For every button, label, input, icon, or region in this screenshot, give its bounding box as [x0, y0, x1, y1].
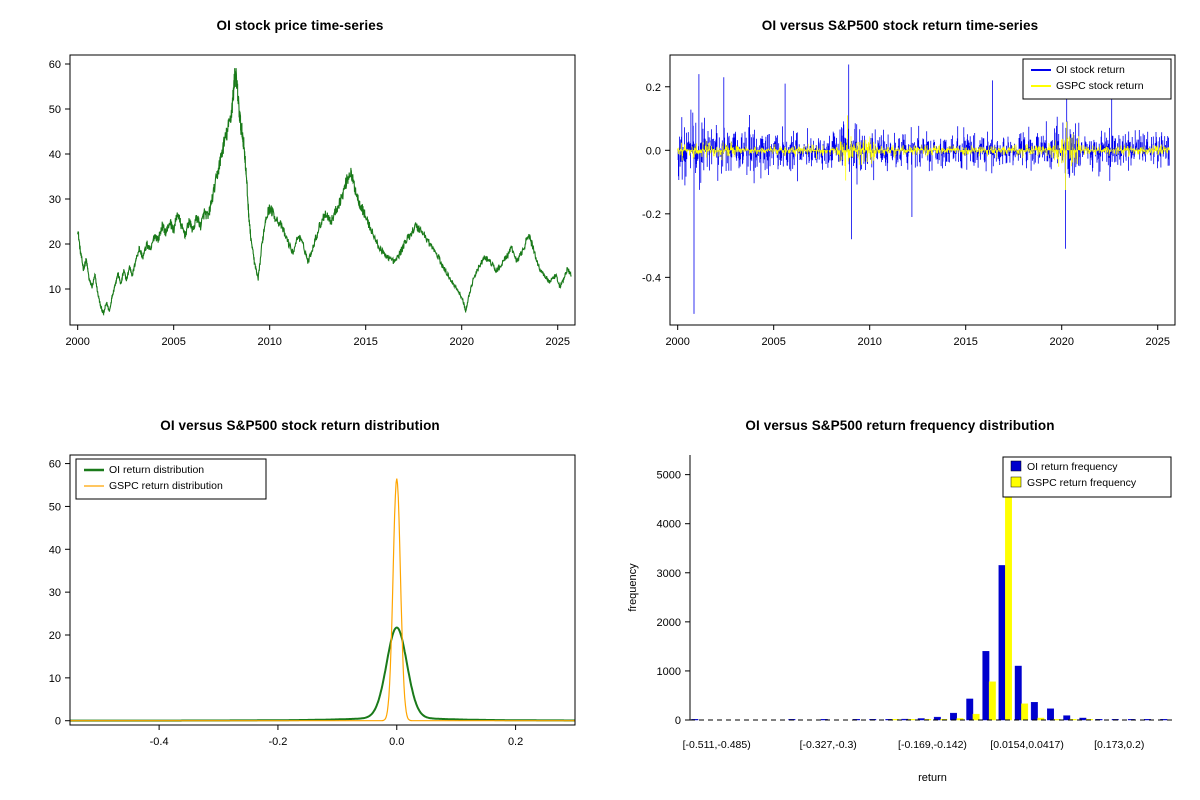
price-plot	[0, 0, 600, 400]
x-tick-label: 0.2	[507, 736, 524, 748]
histogram-bar	[1047, 709, 1054, 720]
y-tick-label: 5000	[656, 469, 681, 482]
y-tick-label: 4000	[656, 518, 681, 531]
x-tick-label: [-0.169,-0.142)	[898, 739, 967, 751]
x-tick-label: 2010	[257, 336, 282, 348]
x-tick-label: -0.4	[149, 736, 169, 748]
x-tick-label: 2025	[1145, 336, 1170, 348]
histogram-bar	[1031, 702, 1038, 720]
plot-frame	[70, 55, 575, 325]
y-tick-label: 0.0	[645, 145, 661, 158]
legend-swatch	[1011, 477, 1021, 487]
x-axis-label: return	[918, 772, 947, 784]
x-tick-label: [-0.511,-0.485)	[682, 739, 751, 751]
legend-label: GSPC return distribution	[109, 480, 223, 492]
x-tick-label: [0.0154,0.0417)	[990, 739, 1064, 751]
y-axis-label: frequency	[627, 563, 639, 612]
oi-density-line	[70, 628, 575, 721]
histogram-bar	[950, 713, 957, 720]
histogram-bar	[1064, 716, 1071, 720]
legend-label: GSPC stock return	[1056, 80, 1144, 92]
panel-return-timeseries	[600, 0, 1200, 400]
histogram-bar	[983, 651, 990, 720]
gspc-density-line	[70, 479, 575, 721]
y-tick-label: 2000	[656, 616, 681, 629]
panel-title-returns: OI versus S&P500 stock return time-series	[761, 18, 1039, 33]
legend-label: OI return frequency	[1027, 461, 1118, 473]
y-tick-label: 3000	[656, 567, 681, 580]
histogram-plot	[600, 400, 1200, 800]
y-tick-label: 0.2	[645, 81, 661, 94]
y-tick-label: 1000	[656, 665, 681, 678]
y-tick-label: 60	[48, 59, 61, 71]
legend-label: OI return distribution	[109, 464, 205, 476]
x-tick-label: 0.0	[389, 736, 405, 748]
oi-return-line	[678, 65, 1169, 314]
y-tick-label: 20	[48, 630, 61, 642]
x-tick-label: 2015	[953, 336, 978, 348]
histogram-bar	[1021, 704, 1028, 720]
legend-label: OI stock return	[1056, 64, 1125, 76]
gspc-return-line	[678, 115, 1169, 190]
y-tick-label: 10	[48, 284, 61, 296]
y-tick-label: 0	[674, 715, 681, 727]
y-tick-label: 40	[48, 149, 61, 161]
x-tick-label: 2015	[353, 336, 378, 348]
y-tick-label: 40	[48, 544, 61, 557]
histogram-bar	[1015, 666, 1022, 720]
y-tick-label: 60	[48, 458, 61, 471]
density-plot	[0, 400, 600, 800]
x-tick-label: [-0.327,-0.3)	[799, 739, 857, 751]
y-tick-label: -0.4	[642, 272, 661, 285]
histogram-bar	[973, 714, 980, 720]
x-tick-label: 2020	[449, 336, 474, 348]
panel-title-price: OI stock price time-series	[216, 18, 384, 33]
y-tick-label: 0	[54, 715, 61, 728]
y-tick-label: 30	[48, 194, 61, 206]
histogram-bar	[1005, 462, 1012, 720]
x-tick-label: 2025	[545, 336, 570, 348]
x-tick-label: 2010	[857, 336, 882, 348]
price-line	[78, 68, 572, 314]
panel-return-distribution	[0, 400, 600, 800]
x-tick-label: 2000	[65, 336, 90, 348]
histogram-bar	[989, 682, 996, 720]
legend-label: GSPC return frequency	[1027, 477, 1137, 489]
y-tick-label: -0.2	[642, 208, 661, 221]
histogram-bar	[967, 699, 974, 720]
x-tick-label: 2005	[161, 336, 186, 348]
x-tick-label: 2005	[761, 336, 786, 348]
histogram-bar	[999, 565, 1006, 720]
y-tick-label: 20	[48, 239, 61, 251]
panel-oi-price	[0, 0, 600, 400]
x-tick-label: [0.173,0.2)	[1094, 739, 1145, 751]
returns-plot	[600, 0, 1200, 400]
legend-swatch	[1011, 461, 1021, 471]
panel-title-density: OI versus S&P500 stock return distribution	[160, 418, 440, 433]
x-tick-label: -0.2	[268, 736, 288, 748]
y-tick-label: 10	[48, 672, 61, 685]
x-tick-label: 2020	[1049, 336, 1074, 348]
y-tick-label: 50	[48, 501, 61, 514]
panel-title-histogram: OI versus S&P500 return frequency distribution	[745, 418, 1055, 433]
y-tick-label: 50	[48, 104, 61, 116]
panel-return-frequency	[600, 400, 1200, 800]
y-tick-label: 30	[48, 587, 61, 600]
x-tick-label: 2000	[665, 336, 690, 348]
